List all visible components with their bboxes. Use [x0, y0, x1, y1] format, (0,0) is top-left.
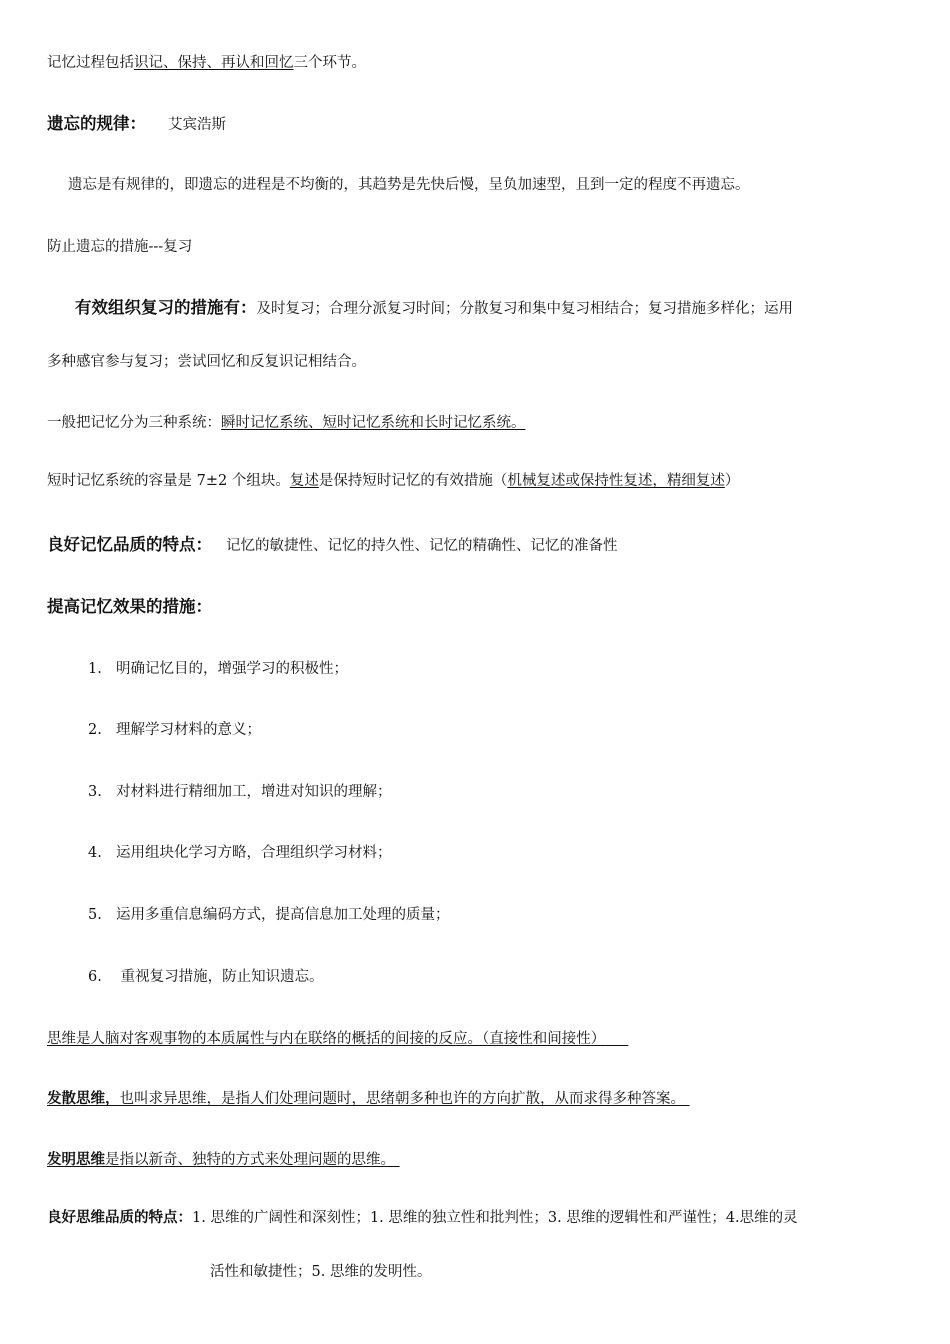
review-measures-heading: 有效组织复习的措施有： — [75, 298, 257, 317]
prevent-forgetting: 防止遗忘的措施---复习 — [47, 239, 193, 255]
list-item: 2. 理解学习材料的意义； — [88, 722, 261, 738]
list-item: 5. 运用多重信息编码方式，提高信息加工处理的质量； — [88, 907, 450, 923]
review-measures-line2: 多种感官参与复习；尝试回忆和反复识记相结合。 — [47, 354, 366, 370]
list-item: 1. 明确记忆目的，增强学习的积极性； — [88, 661, 348, 677]
divergent-thinking: 发散思维，也叫求异思维，是指人们处理问题时，思绪朝多种也许的方向扩散，从而求得多种答案。 — [47, 1091, 685, 1107]
memory-systems: 瞬时记忆系统、短时记忆系统和长时记忆系统。 — [221, 415, 526, 431]
list-item: 3. 对材料进行精细加工，增进对知识的理解； — [88, 784, 392, 800]
forgetting-law-heading: 遗忘的规律： — [47, 114, 146, 133]
ebbinghaus-name: 艾宾浩斯 — [168, 117, 226, 133]
memory-quality-heading: 良好记忆品质的特点： — [47, 535, 212, 554]
creative-thinking: 发明思维是指以新奇、独特的方式来处理问题的思维。 — [47, 1152, 395, 1168]
thinking-quality-heading: 良好思维品质的特点： — [47, 1210, 192, 1226]
memory-stages: 识记、保持、再认和回忆 — [134, 55, 294, 71]
list-item: 4. 运用组块化学习方略，合理组织学习材料； — [88, 845, 392, 861]
memory-process-paragraph: 记忆过程包括识记、保持、再认和回忆三个环节。 — [47, 55, 366, 71]
improve-memory-heading: 提高记忆效果的措施： — [47, 597, 212, 616]
list-item: 6. 重视复习措施，防止知识遗忘。 — [88, 969, 324, 985]
review-measures-line1: 有效组织复习的措施有：及时复习；合理分派复习时间；分散复习和集中复习相结合；复习措施多样化；运用 — [75, 298, 793, 317]
thinking-quality-line2: 活性和敏捷性；5. 思维的发明性。 — [210, 1264, 432, 1280]
divergent-thinking-term: 发散思维， — [47, 1091, 120, 1107]
memory-systems-paragraph: 一般把记忆分为三种系统：瞬时记忆系统、短时记忆系统和长时记忆系统。 — [47, 415, 526, 431]
forgetting-description: 遗忘是有规律的，即遗忘的进程是不均衡的，其趋势是先快后慢，呈负加速型，且到一定的程度不再遗忘。 — [68, 177, 750, 193]
thinking-definition: 思维是人脑对客观事物的本质属性与内在联络的概括的间接的反应。（直接性和间接性） — [47, 1031, 606, 1047]
creative-thinking-term: 发明思维 — [47, 1152, 105, 1168]
short-term-memory-paragraph: 短时记忆系统的容量是 7±2 个组块。复述是保持短时记忆的有效措施（机械复述或保持性复述，精细复述） — [47, 473, 740, 489]
thinking-quality-line1: 良好思维品质的特点：1. 思维的广阔性和深刻性；1. 思维的独立性和批判性；3. 思维的逻辑性和严谨性；4.思维的灵 — [47, 1210, 798, 1226]
forgetting-law — [47, 114, 226, 135]
memory-quality: 良好记忆品质的特点： 记忆的敏捷性、记忆的持久性、记忆的精确性、记忆的准备性 — [47, 535, 618, 554]
